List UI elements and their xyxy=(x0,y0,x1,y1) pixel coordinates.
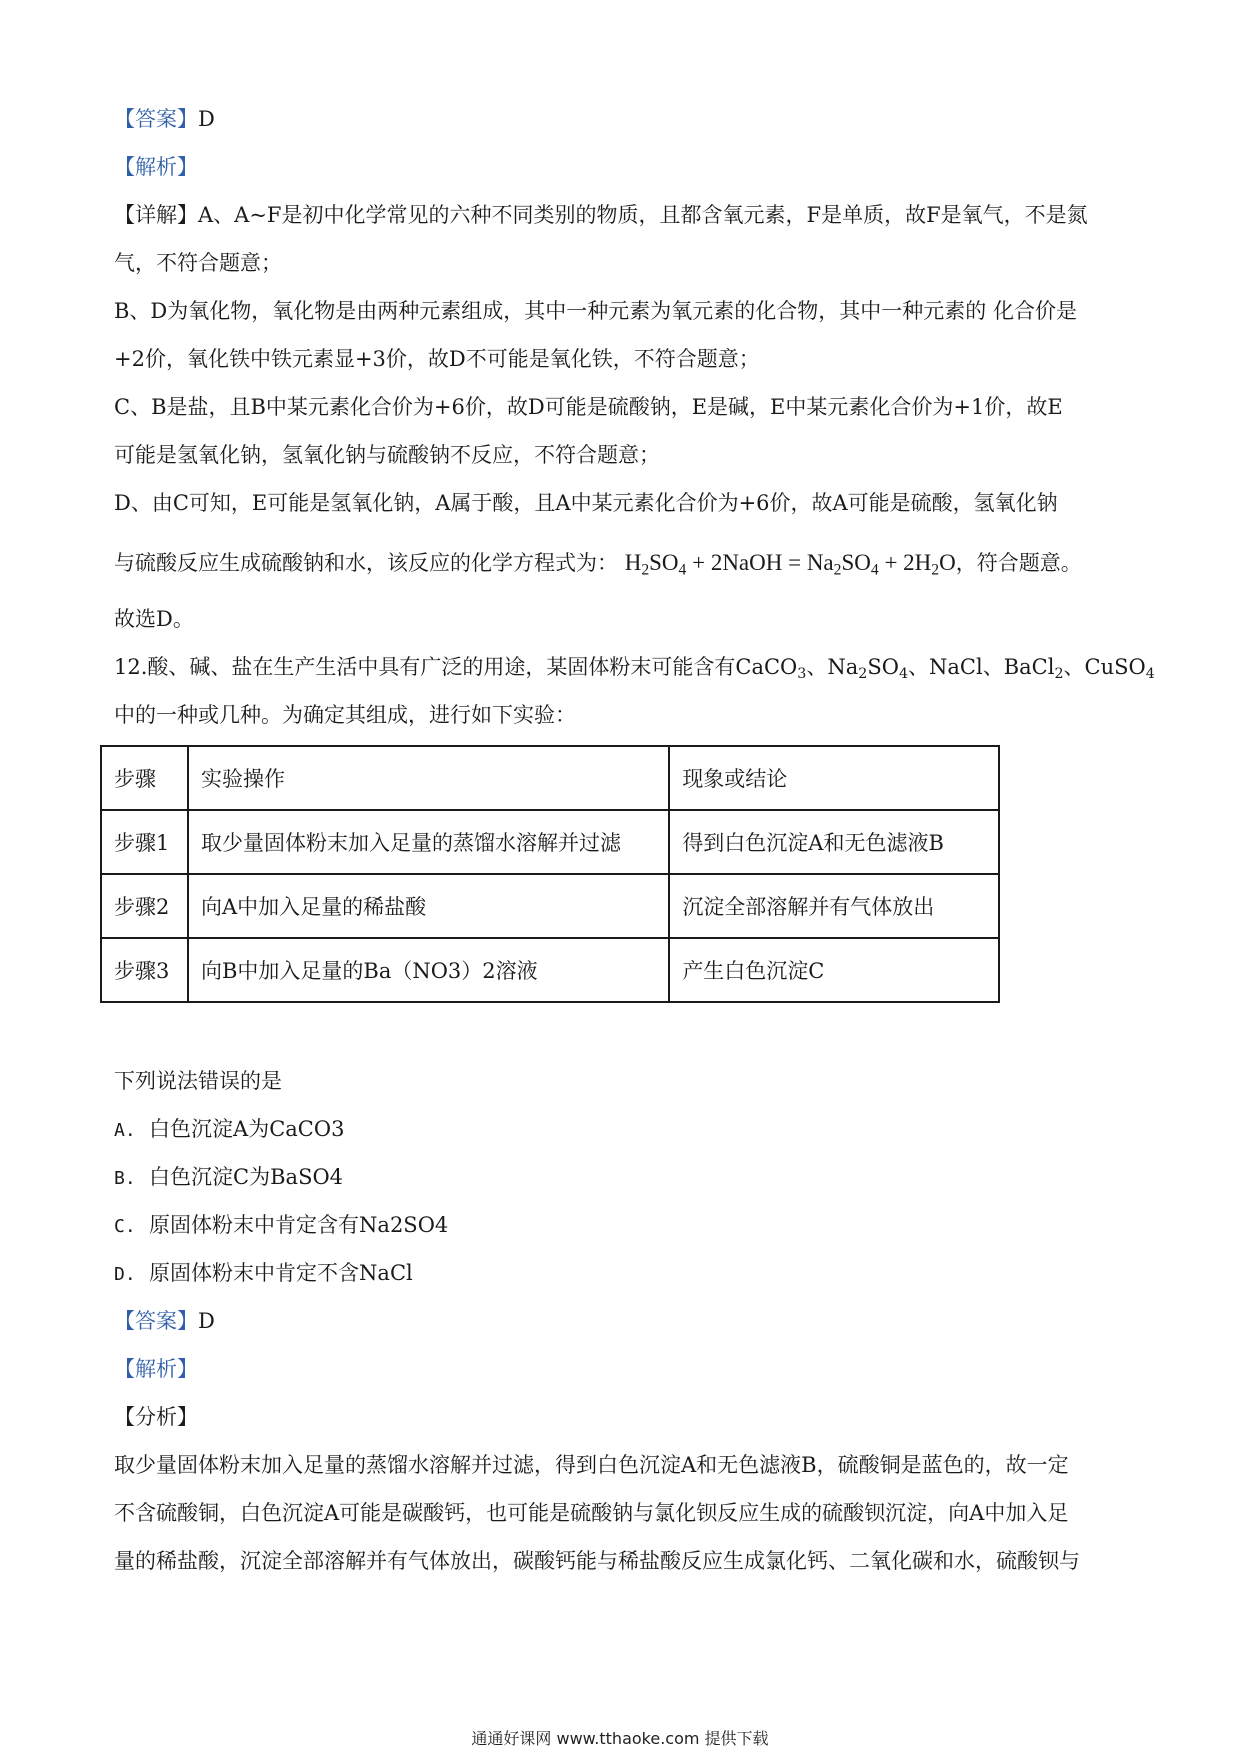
q11-conclusion: 故选D。 xyxy=(114,607,194,631)
option-text: 白色沉淀C为BaSO4 xyxy=(149,1165,344,1189)
q12-answer xyxy=(114,1306,215,1336)
option-c xyxy=(114,1210,448,1242)
q12-analysis-line: 量的稀盐酸，沉淀全部溶解并有气体放出，碳酸钙能与稀盐酸反应生成氯化钙、二氧化碳和水，硫酸钡与 xyxy=(114,1549,1080,1573)
table-header-cell: 现象或结论 xyxy=(669,746,999,810)
option-letter: C. xyxy=(114,1216,136,1237)
q11-detail-line: C、B是盐，且B中某元素化合价为+6价，故D可能是硫酸钠，E是碱，E中某元素化合价为+1价，故E xyxy=(114,395,1063,419)
equation-suffix: ，符合题意。 xyxy=(955,551,1082,575)
table-cell: 得到白色沉淀A和无色滤液B xyxy=(669,810,999,874)
q12-stem-line1 xyxy=(114,652,1155,682)
q11-detail-line: 可能是氢氧化钠，氢氧化钠与硫酸钠不反应，不符合题意； xyxy=(114,443,660,467)
q11-detail-line: B、D为氧化物，氧化物是由两种元素组成，其中一种元素为氧元素的化合物，其中一种元素的 化合价是 xyxy=(114,299,1077,323)
q11-detail-line: +2价，氧化铁中铁元素显+3价，故D不可能是氧化铁，不符合题意； xyxy=(114,347,760,371)
q11-detail-line: D、由C可知，E可能是氢氧化钠，A属于酸，且A中某元素化合价为+6价，故A可能是硫酸，氢氧化钠 xyxy=(114,491,1058,515)
q12-analysis-line: 取少量固体粉末加入足量的蒸馏水溶解并过滤，得到白色沉淀A和无色滤液B，硫酸铜是蓝色的，故一定 xyxy=(114,1453,1069,1477)
q12-stem-text: 12.酸、碱、盐在生产生活中具有广泛的用途，某固体粉末可能含有 xyxy=(114,655,736,679)
q11-analysis-tag xyxy=(114,152,198,182)
option-a xyxy=(114,1114,344,1146)
q11-answer xyxy=(114,104,215,134)
page-footer: 通通好课网 www.tthaoke.com 提供下载 xyxy=(471,1729,769,1748)
option-d xyxy=(114,1258,413,1290)
q11-detail-line: 气，不符合题意； xyxy=(114,251,282,275)
analysis-tag: 【解析】 xyxy=(114,155,198,179)
option-letter: B. xyxy=(114,1168,136,1189)
q12-analysis-line: 不含硫酸铜，白色沉淀A可能是碳酸钙，也可能是硫酸钠与氯化钡反应生成的硫酸钡沉淀，向A中加入足 xyxy=(114,1501,1069,1525)
answer-tag: 【答案】 xyxy=(114,1309,198,1333)
table-header-cell: 实验操作 xyxy=(188,746,669,810)
option-letter: D. xyxy=(114,1264,136,1285)
table-cell: 步骤1 xyxy=(101,810,188,874)
table-cell: 步骤3 xyxy=(101,938,188,1002)
equation-prefix: 与硫酸反应生成硫酸钠和水，该反应的化学方程式为： xyxy=(114,551,618,575)
option-text: 原固体粉末中肯定含有Na2SO4 xyxy=(149,1213,449,1237)
table-header-row xyxy=(101,746,999,810)
table-row xyxy=(101,874,999,938)
q12-stem-line2: 中的一种或几种。为确定其组成，进行如下实验： xyxy=(114,703,576,727)
option-text: 白色沉淀A为CaCO3 xyxy=(149,1117,345,1141)
q11-equation-line xyxy=(114,548,1082,578)
option-letter: A. xyxy=(114,1120,136,1141)
q12-analysis-heading: 【分析】 xyxy=(114,1405,198,1429)
q12-substance-list: CaCO$_3$、$Na_2SO_4$、NaCl、BaCl$_2$、CuSO$_4$ xyxy=(735,655,1155,682)
answer-value: D xyxy=(198,107,215,131)
analysis-tag: 【解析】 xyxy=(114,1357,198,1381)
q11-detail-line: 【详解】A、A~F是初中化学常见的六种不同类别的物质，且都含氧元素，F是单质，故F是氧气，不是氮 xyxy=(114,203,1088,227)
table-cell: 向A中加入足量的稀盐酸 xyxy=(188,874,669,938)
table-cell: 步骤2 xyxy=(101,874,188,938)
chemical-equation: $H_2SO_4$ + 2NaOH = $Na_2SO_4 + 2H_2O$ xyxy=(624,550,956,579)
option-text: 原固体粉末中肯定不含NaCl xyxy=(149,1261,413,1285)
table-cell: 沉淀全部溶解并有气体放出 xyxy=(669,874,999,938)
option-b xyxy=(114,1162,343,1194)
table-row xyxy=(101,810,999,874)
table-cell: 取少量固体粉末加入足量的蒸馏水溶解并过滤 xyxy=(188,810,669,874)
answer-value: D xyxy=(198,1309,215,1333)
table-row xyxy=(101,938,999,1002)
table-header-cell: 步骤 xyxy=(101,746,188,810)
q12-analysis-tag xyxy=(114,1354,198,1384)
table-cell: 向B中加入足量的Ba（NO3）2溶液 xyxy=(188,938,669,1002)
q12-question: 下列说法错误的是 xyxy=(114,1069,282,1093)
experiment-table xyxy=(100,745,1000,1003)
answer-tag: 【答案】 xyxy=(114,107,198,131)
table-cell: 产生白色沉淀C xyxy=(669,938,999,1002)
